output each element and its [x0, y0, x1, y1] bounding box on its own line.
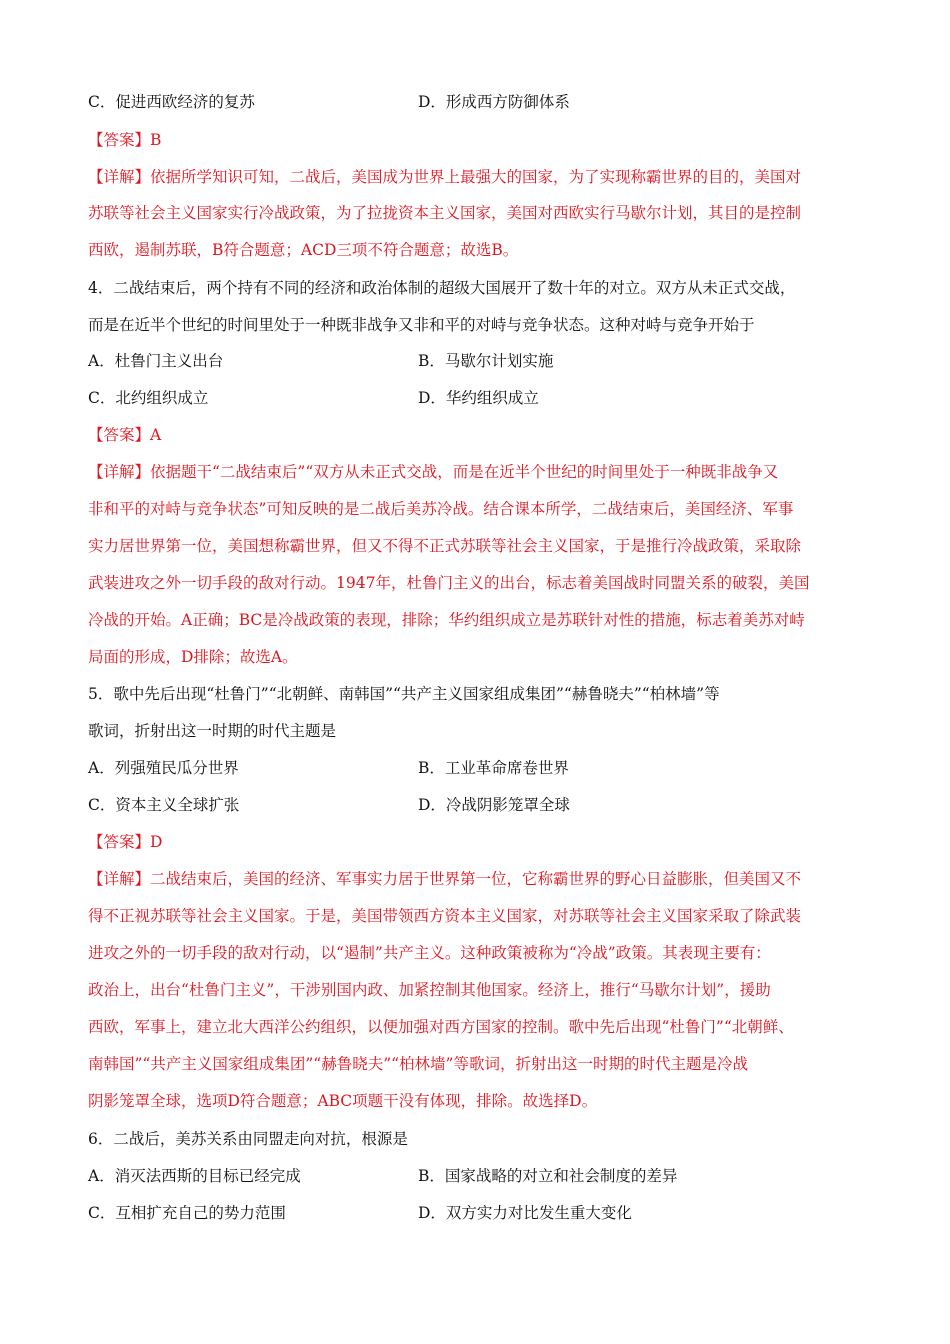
- q5-detail-line: 【详解】二战结束后，美国的经济、军事实力居于世界第一位，它称霸世界的野心日益膨胀，但美国又不: [88, 870, 802, 888]
- q4-detail-line: 非和平的对峙与竞争状态”可知反映的是二战后美苏冷战。结合课本所学，二战结束后，美国经济、军事: [88, 500, 794, 518]
- q4-answer: 【答案】A: [88, 426, 162, 444]
- q4-stem-line: 4．二战结束后，两个持有不同的经济和政治体制的超级大国展开了数十年的对立。双方从未正式交战，: [88, 279, 796, 297]
- q5-answer: 【答案】D: [88, 833, 163, 851]
- q4-option-d: D．华约组织成立: [418, 389, 539, 407]
- q4-detail-line: 【详解】依据题干“二战结束后”“双方从未正式交战，而是在近半个世纪的时间里处于一种既非战争又: [88, 463, 779, 481]
- q5-detail-line: 西欧，军事上，建立北大西洋公约组织，以便加强对西方国家的控制。歌中先后出现“杜鲁门”“北朝鲜、: [88, 1018, 794, 1036]
- q5-detail-line: 阴影笼罩全球，选项D符合题意；ABC项题干没有体现，排除。故选择D。: [88, 1092, 598, 1110]
- q4-option-b: B．马歇尔计划实施: [418, 352, 554, 370]
- q3-detail-line: 【详解】依据所学知识可知，二战后，美国成为世界上最强大的国家，为了实现称霸世界的目的，美国对: [88, 168, 802, 186]
- q6-stem: 6．二战后，美苏关系由同盟走向对抗，根源是: [88, 1130, 408, 1148]
- q3-option-d: D．形成西方防御体系: [418, 93, 570, 111]
- q4-stem-line: 而是在近半个世纪的时间里处于一种既非战争又非和平的对峙与竞争状态。这种对峙与竞争开始于: [88, 316, 755, 334]
- q5-detail-line: 政治上，出台“杜鲁门主义”，干涉别国内政、加紧控制其他国家。经济上，推行“马歇尔计划”，援助: [88, 981, 771, 999]
- q3-answer: 【答案】B: [88, 131, 162, 149]
- q5-stem-line: 歌词，折射出这一时期的时代主题是: [88, 722, 337, 740]
- q5-stem-line: 5．歌中先后出现“杜鲁门”“北朝鲜、南韩国”“共产主义国家组成集团”“赫鲁晓夫”“柏林墙”等: [88, 685, 720, 703]
- q5-option-d: D．冷战阴影笼罩全球: [418, 796, 570, 814]
- q3-option-c: C．促进西欧经济的复苏: [88, 93, 255, 111]
- q5-option-b: B．工业革命席卷世界: [418, 759, 569, 777]
- q6-option-b: B．国家战略的对立和社会制度的差异: [418, 1167, 678, 1185]
- q4-option-c: C．北约组织成立: [88, 389, 209, 407]
- q3-detail-line: 西欧，遏制苏联，B符合题意；ACD三项不符合题意；故选B。: [88, 241, 519, 259]
- q6-option-a: A．消灭法西斯的目标已经完成: [88, 1167, 301, 1185]
- q4-detail-line: 武装进攻之外一切手段的敌对行动。1947年，杜鲁门主义的出台，标志着美国战时同盟关系的破裂，美国: [88, 574, 810, 592]
- q4-detail-line: 局面的形成，D排除；故选A。: [88, 648, 298, 666]
- q4-detail-line: 实力居世界第一位，美国想称霸世界，但又不得不正式苏联等社会主义国家，于是推行冷战政策，采取除: [88, 537, 802, 555]
- q6-option-c: C．互相扩充自己的势力范围: [88, 1204, 286, 1222]
- q3-detail-line: 苏联等社会主义国家实行冷战政策，为了拉拢资本主义国家，美国对西欧实行马歇尔计划，其目的是控制: [88, 204, 802, 222]
- q5-detail-line: 南韩国”“共产主义国家组成集团”“赫鲁晓夫”“柏林墙”等歌词，折射出这一时期的时代主题是冷战: [88, 1055, 748, 1073]
- q6-option-d: D．双方实力对比发生重大变化: [418, 1204, 632, 1222]
- q4-detail-line: 冷战的开始。A正确；BC是冷战政策的表现，排除；华约组织成立是苏联针对性的措施，标志着美苏对峙: [88, 611, 805, 629]
- q5-detail-line: 得不正视苏联等社会主义国家。于是，美国带领西方资本主义国家，对苏联等社会主义国家采取了除武装: [88, 907, 802, 925]
- q5-detail-line: 进攻之外的一切手段的敌对行动，以“遏制”共产主义。这种政策被称为“冷战”政策。其表现主要有：: [88, 944, 771, 962]
- q5-option-a: A．列强殖民瓜分世界: [88, 759, 239, 777]
- q4-option-a: A．杜鲁门主义出台: [88, 352, 224, 370]
- q5-option-c: C．资本主义全球扩张: [88, 796, 240, 814]
